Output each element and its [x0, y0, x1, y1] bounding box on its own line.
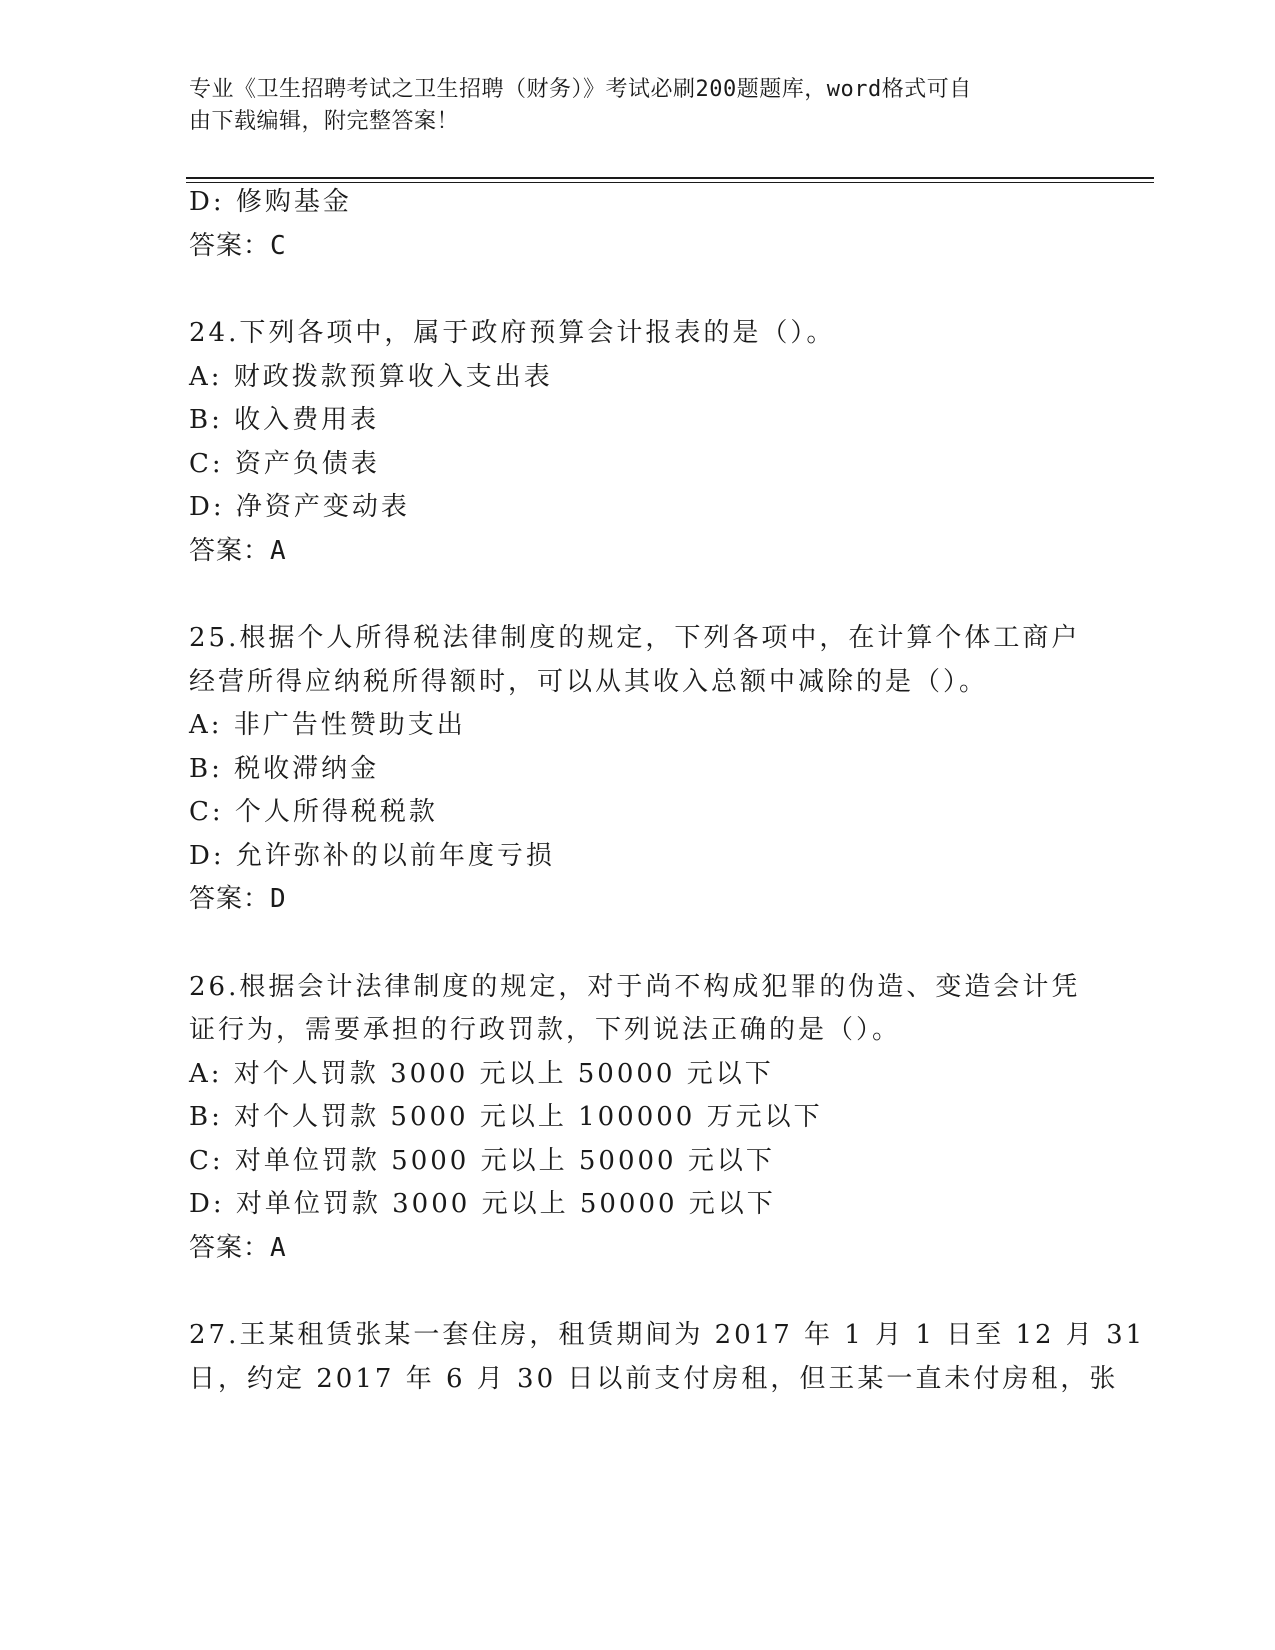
- answer-value: A: [270, 536, 287, 566]
- q26-option-d: D: 对单位罚款 3000 元以上 50000 元以下: [189, 1189, 776, 1219]
- q24-option-c: C: 资产负债表: [189, 449, 380, 479]
- q24-option-a: A: 财政拨款预算收入支出表: [189, 362, 553, 392]
- answer-value: A: [270, 1233, 287, 1263]
- q26-stem-line-2: 证行为，需要承担的行政罚款，下列说法正确的是（）。: [189, 1015, 902, 1045]
- q24-stem: 24.下列各项中，属于政府预算会计报表的是（）。: [189, 318, 836, 348]
- q26-answer: [189, 1233, 287, 1263]
- q25-stem-line-2: 经营所得应纳税所得额时，可以从其收入总额中减除的是（）。: [189, 667, 989, 697]
- q27-stem-line-1: 27.王某租赁张某一套住房，租赁期间为 2017 年 1 月 1 日至 12 月 31: [189, 1320, 1146, 1350]
- q26-option-a: A: 对个人罚款 3000 元以上 50000 元以下: [189, 1059, 774, 1089]
- answer-label: 答案：: [189, 884, 271, 914]
- header-line-2: 由下载编辑，附完整答案！: [189, 109, 460, 134]
- q24-answer: [189, 536, 287, 566]
- q25-option-c: C: 个人所得税税款: [189, 797, 438, 827]
- header-divider-thin: [186, 182, 1154, 183]
- prev-option-d: D: 修购基金: [189, 187, 352, 217]
- header-line-1: 专业《卫生招聘考试之卫生招聘（财务）》考试必刷200题题库，word格式可自: [189, 77, 972, 102]
- answer-label: 答案：: [189, 1233, 271, 1263]
- answer-value: C: [270, 231, 287, 261]
- q25-option-a: A: 非广告性赞助支出: [189, 710, 466, 740]
- q27-stem-line-2: 日，约定 2017 年 6 月 30 日以前支付房租，但王某一直未付房租，张: [189, 1364, 1119, 1394]
- prev-answer: [189, 231, 287, 261]
- q25-option-b: B: 税收滞纳金: [189, 754, 380, 784]
- q25-stem-line-1: 25.根据个人所得税法律制度的规定，下列各项中，在计算个体工商户: [189, 623, 1081, 653]
- document-header: [189, 74, 1069, 138]
- q26-option-b: B: 对个人罚款 5000 元以上 100000 万元以下: [189, 1102, 823, 1132]
- q25-answer: [189, 884, 287, 914]
- q24-option-d: D: 净资产变动表: [189, 492, 410, 522]
- answer-label: 答案：: [189, 536, 271, 566]
- answer-label: 答案：: [189, 231, 271, 261]
- q26-stem-line-1: 26.根据会计法律制度的规定，对于尚不构成犯罪的伪造、变造会计凭: [189, 972, 1081, 1002]
- q25-option-d: D: 允许弥补的以前年度亏损: [189, 841, 555, 871]
- q26-option-c: C: 对单位罚款 5000 元以上 50000 元以下: [189, 1146, 775, 1176]
- header-divider-thick: [186, 177, 1154, 179]
- answer-value: D: [270, 884, 287, 914]
- q24-option-b: B: 收入费用表: [189, 405, 380, 435]
